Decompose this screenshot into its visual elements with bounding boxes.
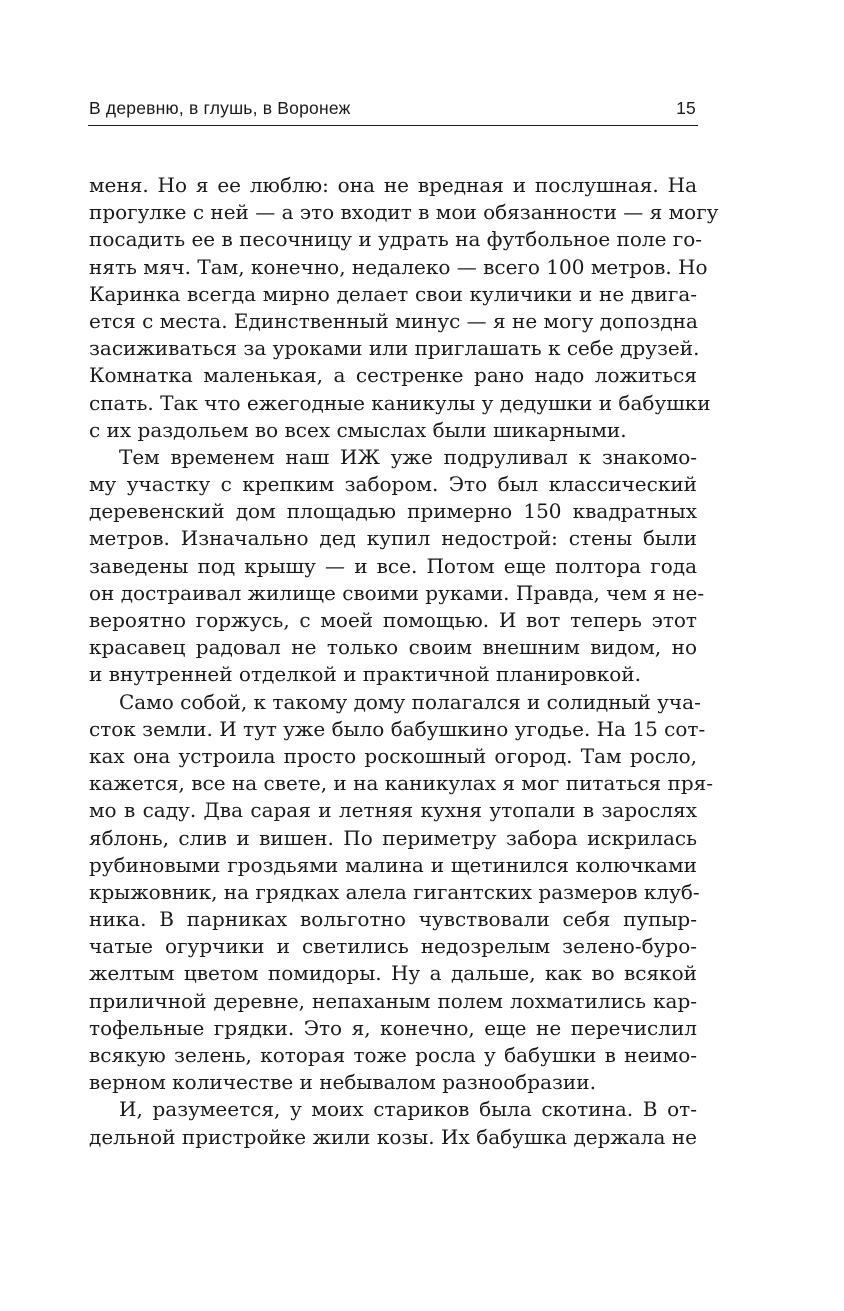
text-line: И, разумеется, у моих стариков была скотина. В от- [119, 1097, 697, 1122]
text-line: чатые огурчики и светились недозрелым зелено-буро- [89, 934, 697, 959]
text-line: ется с места. Единственный минус — я не могу допоздна [89, 308, 698, 333]
text-line: яблонь, слив и вишен. По периметру забора искрилась [89, 825, 697, 850]
text-line: ках она устроила просто роскошный огород. Там росло, [89, 743, 697, 768]
text-line: спать. Так что ежегодные каникулы у дедушки и бабушки [89, 390, 711, 415]
text-line: Комнатка маленькая, а сестренке рано надо ложиться [89, 363, 697, 388]
paragraph [89, 172, 719, 444]
text-line: приличной деревне, непаханым полем лохматились кар- [89, 988, 697, 1013]
text-line: желтым цветом помидоры. Ну а дальше, как во всякой [89, 961, 697, 986]
running-head [88, 96, 698, 124]
text-line: вероятно горжусь, с моей помощью. И вот теперь этот [89, 608, 697, 632]
body-text [89, 172, 719, 1151]
text-line: он достраивал жилище своими руками. Правда, чем я не- [89, 580, 705, 605]
text-line: дельной пристройке жили козы. Их бабушка держала не [89, 1124, 697, 1149]
text-line: засиживаться за уроками или приглашать к себе друзей. [89, 336, 700, 361]
text-line: деревенский дом площадью примерно 150 квадратных [89, 499, 697, 524]
text-line: Каринка всегда мирно делает свои куличики и не двига- [89, 281, 697, 306]
text-line: верном количестве и небывалом разнообразии. [89, 1070, 596, 1095]
text-line: посадить ее в песочницу и удрать на футбольное поле го- [89, 227, 703, 252]
text-line: мо в саду. Два сарая и летняя кухня утопали в зарослях [89, 798, 697, 823]
text-line: крыжовник, на грядках алела гигантских размеров клуб- [89, 879, 700, 904]
text-line: ника. В парниках вольготно чувствовали себя пупыр- [89, 907, 697, 932]
text-line: тофельные грядки. Это я, конечно, еще не перечислил [89, 1015, 697, 1040]
text-line: прогулке с ней — а это входит в мои обязанности — я могу [89, 200, 719, 225]
text-line: всякую зелень, которая тоже росла у бабушки в неимо- [89, 1043, 697, 1067]
paragraph [89, 1096, 697, 1150]
running-title: В деревню, в глушь, в Воронеж [89, 98, 351, 118]
paragraph [89, 689, 714, 1097]
text-line: с их раздольем во всех смыслах были шикарными. [89, 417, 627, 442]
paragraph [89, 444, 705, 689]
text-line: му участку с крепким забором. Это был классический [89, 472, 697, 497]
text-line: сток земли. И тут уже было бабушкино угодье. На 15 сот- [89, 716, 706, 741]
text-line: Само собой, к такому дому полагался и солидный уча- [119, 689, 701, 714]
text-line: красавец радовал не только своим внешним видом, но [89, 635, 697, 660]
header-rule [88, 125, 698, 126]
text-line: Тем временем наш ИЖ уже подруливал к знакомо- [119, 444, 697, 469]
text-line: рубиновыми гроздьями малина и щетинился колючками [89, 852, 697, 877]
text-line: метров. Изначально дед купил недострой: стены были [89, 526, 697, 551]
text-line: меня. Но я ее люблю: она не вредная и послушная. На [89, 173, 697, 197]
page-number: 15 [676, 98, 696, 118]
text-line: кажется, все на свете, и на каникулах я мог питаться пря- [89, 771, 714, 796]
text-line: нять мяч. Там, конечно, недалеко — всего 100 метров. Но [89, 254, 708, 279]
text-line: заведены под крышу — и все. Потом еще полтора года [89, 553, 697, 578]
text-line: и внутренней отделкой и практичной планировкой. [89, 662, 641, 687]
